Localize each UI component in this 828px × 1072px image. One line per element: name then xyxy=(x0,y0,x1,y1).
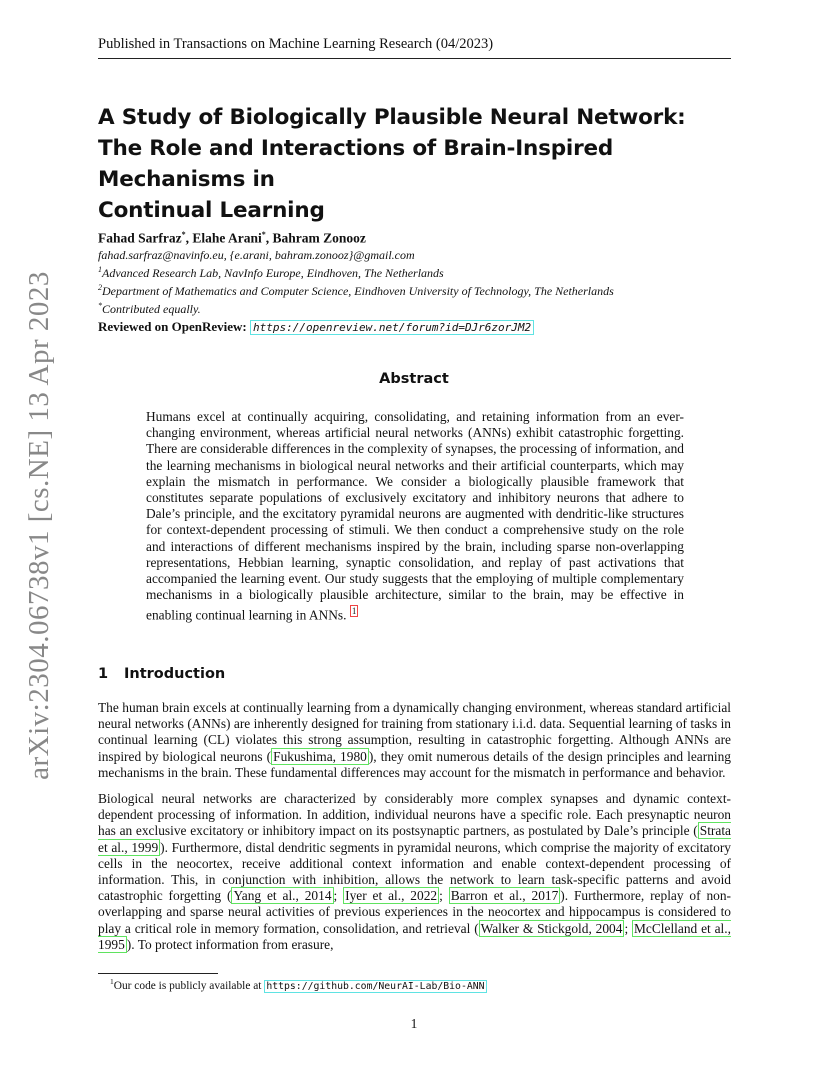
paragraph-2: Biological neural networks are characterized by considerably more complex synapses and dynamic context-dependent processing of information. In addition, individual neurons have a specific role. Each presynaptic neuron has an exclusive excitatory or inhibitory impact on its postsynaptic partners, as postulated by Dale’s principle ( Strata et al., 1999 ). Furthermore, distal dendritic segments in pyramidal neurons, which comprise the majority of excitatory cells in the neocortex, receive additional context information and enable context-dependent processing of information. This, in conjunction with inhibition, allows the network to learn task-specific patterns and avoid catastrophic forgetting ( Yang et al., 2014 ; Iyer et al., 2022 ; Barron et al., 2017 ). Furthermore, replay of non-overlapping and sparse neural activities of previous experiences in the neocortex and hippocampus is considered to play a critical role in memory formation, consolidation, and retrieval ( Walker & Stickgold, 2004 ; McClelland et al., 1995 ). To protect information from erasure, xyxy=(98,791,731,952)
arxiv-identifier xyxy=(14,270,64,780)
affiliation-1: $^1$Advanced Research Lab, NavInfo Europe, Eindhoven, The Netherlands xyxy=(98,265,444,281)
equal-contribution-mark: * xyxy=(261,230,266,239)
author-block xyxy=(98,228,738,316)
paragraph-1: The human brain excels at continually learning from a dynamically changing environment, whereas standard artificial neural networks (ANNs) are inherently designed for training from stationary i.i.d. data. Sequential learning of tasks in continual learning (CL) violates this strong assumption, resulting in catastrophic forgetting. Although ANNs are inspired by biological neurons ( Fukushima, 1980 ), they omit numerous details of the design principles and learning mechanisms in the brain. These fundamental differences may account for the mismatch in performance and behavior. xyxy=(98,700,732,780)
running-header: Published in Transactions on Machine Learning Research (04/2023) xyxy=(98,36,731,59)
author-names: Fahad Sarfraz*, Elahe Arani*, Bahram Zonooz xyxy=(98,230,366,246)
citation-link[interactable]: McClelland et al., 1995 xyxy=(98,920,731,952)
equal-contribution-note: *Contributed equally. xyxy=(98,300,201,316)
openreview-line xyxy=(98,319,534,335)
abstract-heading: Abstract xyxy=(379,371,449,387)
abstract-text: Humans excel at continually acquiring, consolidating, and retaining information from an ever-changing environment, whereas artificial neural networks (ANNs) exhibit catastrophic forgetting. There are considerable differences in the complexity of synapses, the processing of information, and the learning mechanisms in biological neural networks and their artificial counterparts, which may explain the mismatch in performance. We consider a biologically plausible framework that constitutes separate populations of exclusively excitatory and inhibitory neurons that adhere to Dale’s principle, and the excitatory pyramidal neurons are augmented with dendritic-like structures for context-dependent processing of stimuli. We then conduct a comprehensive study on the role and interactions of different mechanisms inspired by the brain, including sparse non-overlapping representations, Hebbian learning, synaptic consolidation, and replay of past activations that accompanied the learning event. Our study suggests that the employing of multiple complementary mechanisms in a biologically plausible architecture, similar to the brain, may be effective in enabling continual learning in ANNs. xyxy=(146,409,684,623)
citation-link[interactable]: Fukushima, 1980 xyxy=(273,748,367,764)
author-1: Fahad Sarfraz xyxy=(98,230,182,246)
affiliation-2: $^2$Department of Mathematics and Computer Science, Eindhoven University of Technology, The Netherlands xyxy=(98,282,614,298)
author-emails: fahad.sarfraz@navinfo.eu, {e.arani, bahram.zonooz}@gmail.com xyxy=(98,248,415,263)
footnote-text: Our code is publicly available at xyxy=(113,979,265,992)
title-line-2: The Role and Interactions of Brain-Inspired Mechanisms in xyxy=(98,136,614,192)
author-3: Bahram Zonooz xyxy=(272,230,366,246)
code-repository-link[interactable]: https://github.com/NeurAI-Lab/Bio-ANN xyxy=(266,980,485,992)
section-title: Introduction xyxy=(124,666,226,682)
citation-link[interactable]: Walker & Stickgold, 2004 xyxy=(480,920,623,936)
citation-link[interactable]: Yang et al., 2014 xyxy=(233,888,332,904)
arxiv-identifier-text: arXiv:2304.06738v1 [cs.NE] 13 Apr 2023 xyxy=(22,270,55,780)
footnote-mark: 1 xyxy=(110,977,114,986)
author-2: Elahe Arani xyxy=(192,230,262,246)
title-line-1: A Study of Biologically Plausible Neural Network: xyxy=(98,105,686,130)
footnote-ref-link[interactable]: 1 xyxy=(351,606,357,617)
page-number: 1 xyxy=(410,1016,418,1031)
section-body xyxy=(98,700,731,963)
section-heading xyxy=(98,666,225,682)
footnote-divider xyxy=(98,973,218,974)
openreview-link[interactable]: https://openreview.net/forum?id=DJr6zorJM2 xyxy=(250,320,534,335)
paper-title xyxy=(98,102,748,226)
citation-link[interactable]: Barron et al., 2017 xyxy=(450,888,559,904)
equal-contribution-mark: * xyxy=(181,230,186,239)
section-number: 1 xyxy=(98,666,109,682)
citation-link[interactable]: Strata et al., 1999 xyxy=(98,823,731,855)
abstract-body xyxy=(146,409,684,624)
openreview-label: Reviewed on OpenReview: xyxy=(98,319,247,334)
footnote xyxy=(110,977,487,992)
title-line-3: Continual Learning xyxy=(98,198,325,223)
citation-link[interactable]: Iyer et al., 2022 xyxy=(345,888,438,904)
